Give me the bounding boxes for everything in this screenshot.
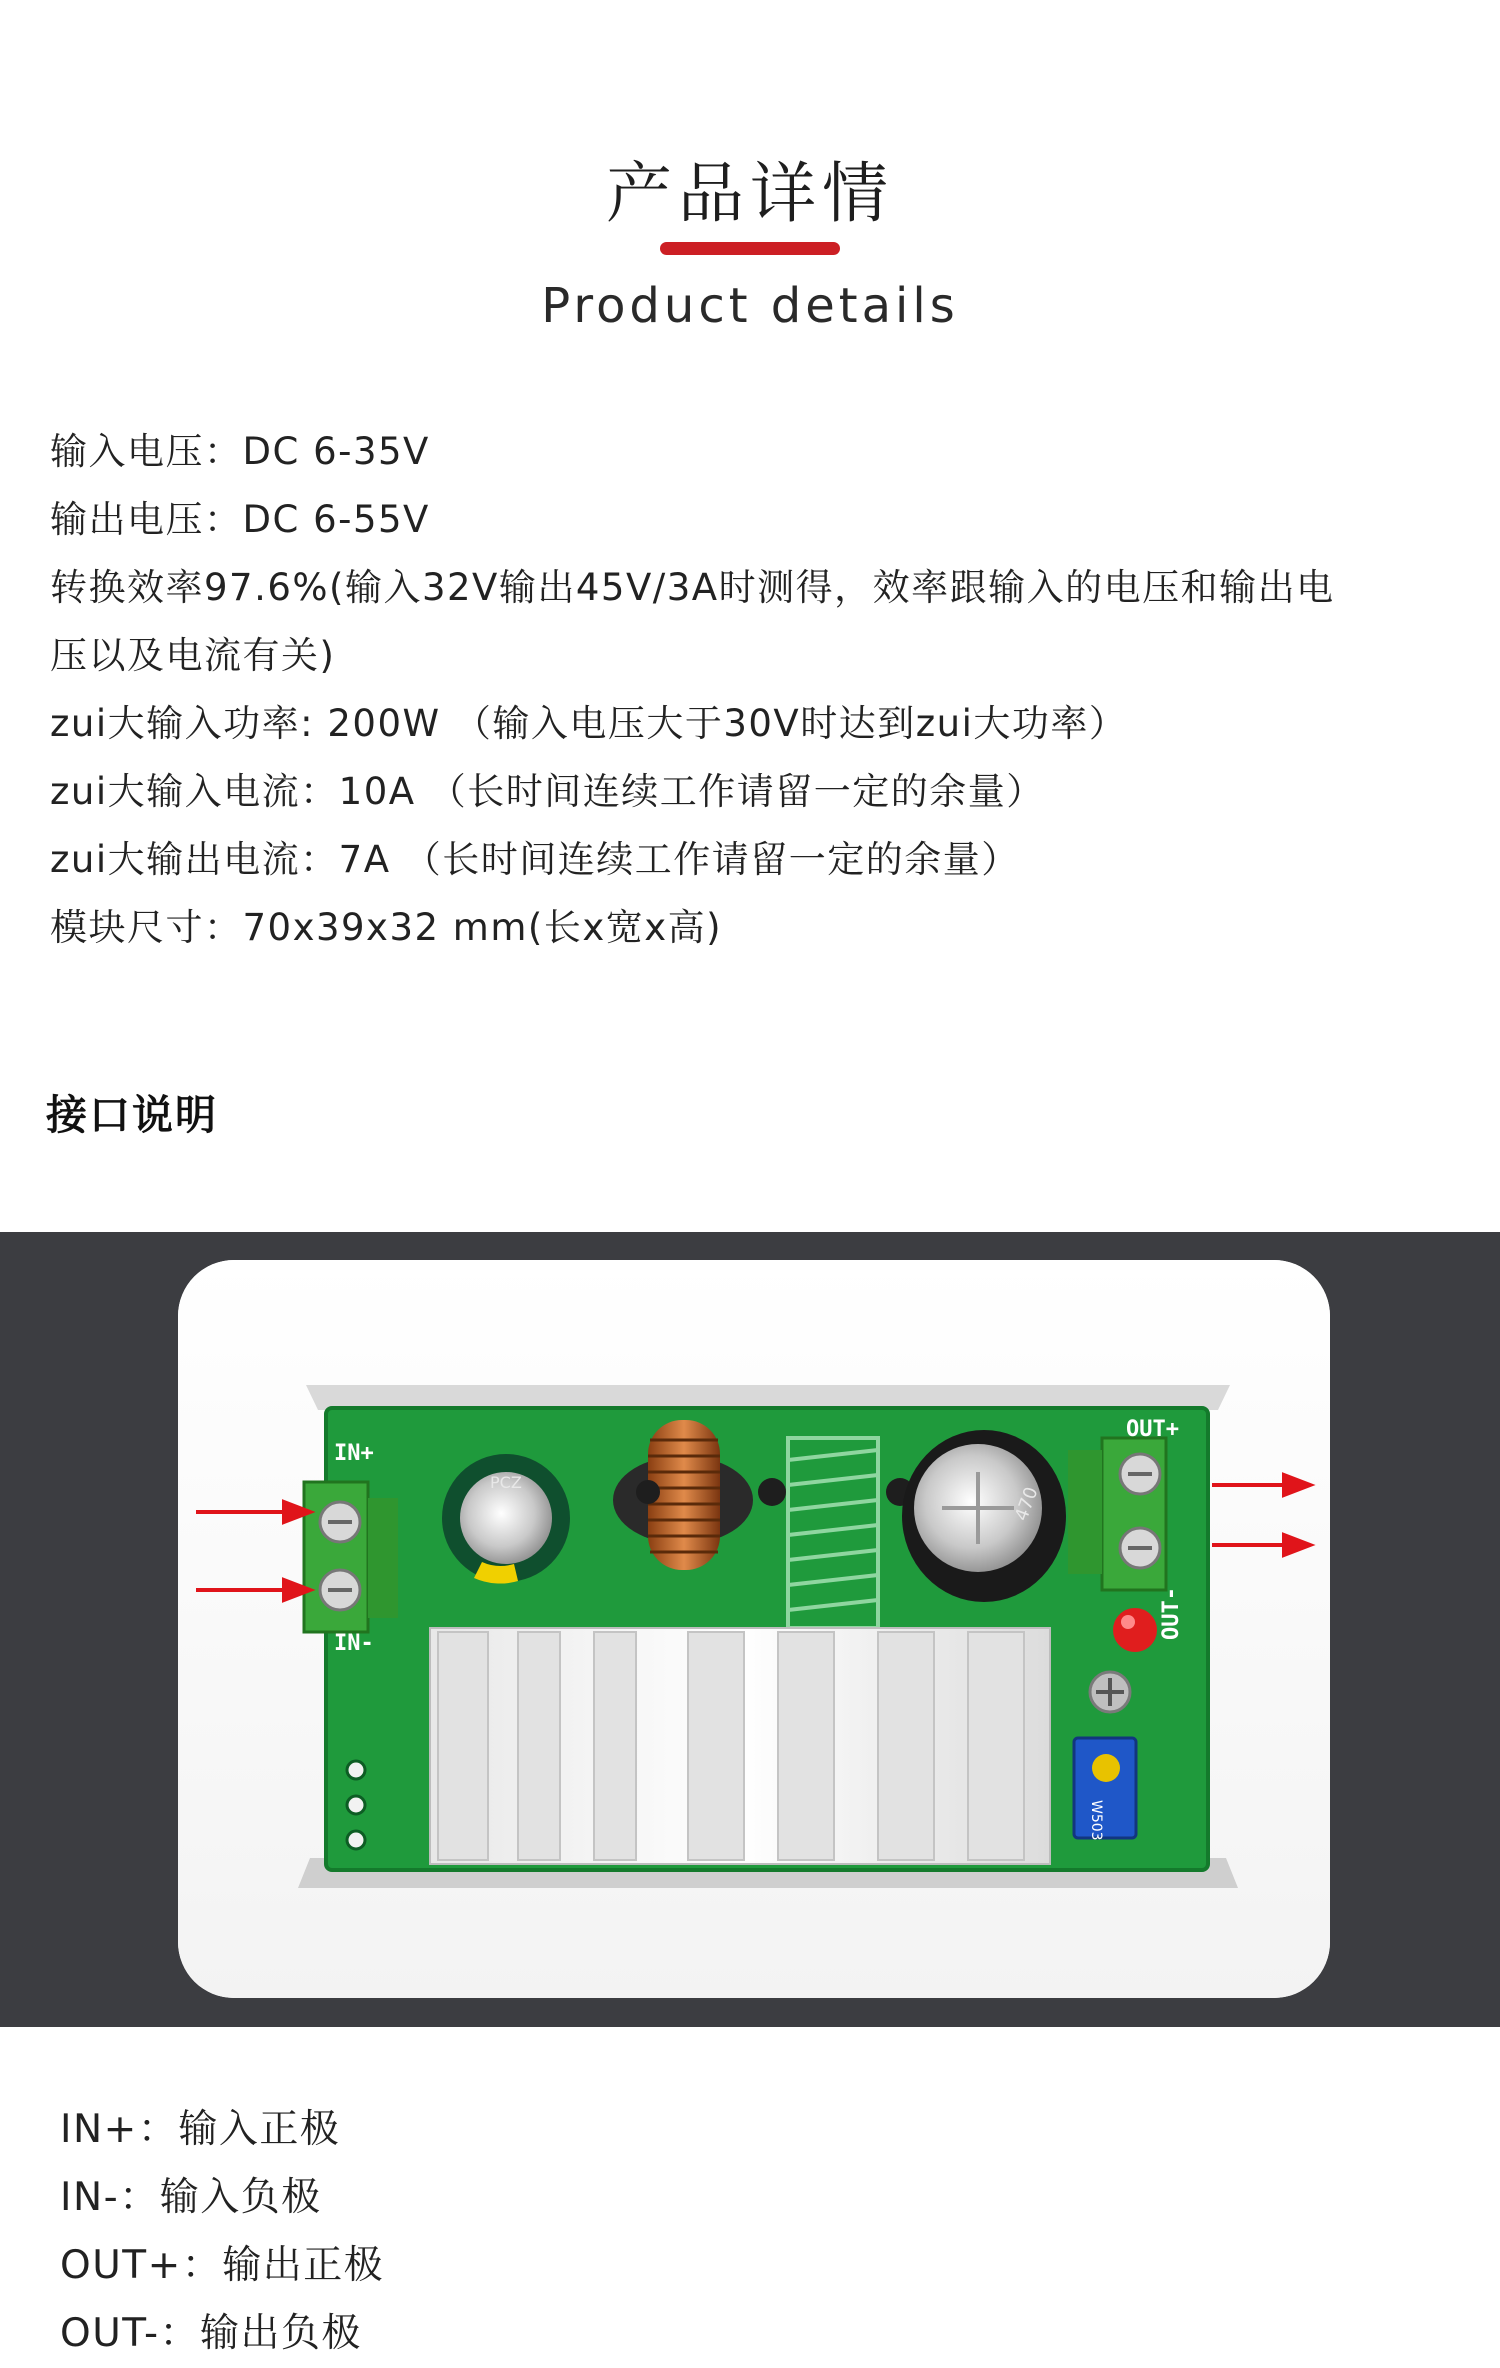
spec-efficiency-cont: 压以及电流有关) (50, 634, 336, 677)
spec-max-output-current: zui大输出电流：7A （长时间连续工作请留一定的余量） (50, 838, 1020, 881)
page-header (0, 0, 1500, 360)
pin-out-plus: OUT+：输出正极 (60, 2243, 385, 2288)
pin-in-minus: IN-：输入负极 (60, 2175, 322, 2220)
page-title-cn: 产品详情 (606, 155, 894, 232)
boost-converter-board-image (178, 1260, 1330, 1998)
spec-input-voltage: 输入电压：DC 6-35V (50, 430, 430, 473)
pot-marking: W503 (1088, 1800, 1104, 1841)
spec-output-voltage: 输出电压：DC 6-55V (50, 498, 430, 541)
page-title-en: Product details (541, 278, 959, 334)
silk-in-plus: IN+ (334, 1441, 374, 1466)
spec-list (50, 418, 1460, 962)
pin-out-minus: OUT-：输出负极 (60, 2311, 363, 2356)
silk-out-minus: OUT- (1159, 1587, 1184, 1640)
spec-efficiency: 转换效率97.6%(输入32V输出45V/3A时测得，效率跟输入的电压和输出电 (50, 566, 1335, 609)
product-photo (178, 1260, 1330, 1998)
silk-out-plus: OUT+ (1126, 1417, 1179, 1442)
title-accent-bar (660, 242, 840, 255)
interface-section-title: 接口说明 (46, 1091, 218, 1139)
pin-description-list (60, 2096, 1460, 2368)
spec-module-size: 模块尺寸：70x39x32 mm(长x宽x高) (50, 906, 723, 949)
silk-in-minus: IN- (334, 1631, 374, 1656)
pin-in-plus: IN+：输入正极 (60, 2107, 341, 2152)
spec-max-input-power: zui大输入功率: 200W （输入电压大于30V时达到zui大功率） (50, 702, 1128, 745)
cap-left-marking: PCZ (490, 1473, 522, 1492)
cap-right-marking: 470 (1010, 1484, 1043, 1524)
spec-max-input-current: zui大输入电流：10A （长时间连续工作请留一定的余量） (50, 770, 1045, 813)
